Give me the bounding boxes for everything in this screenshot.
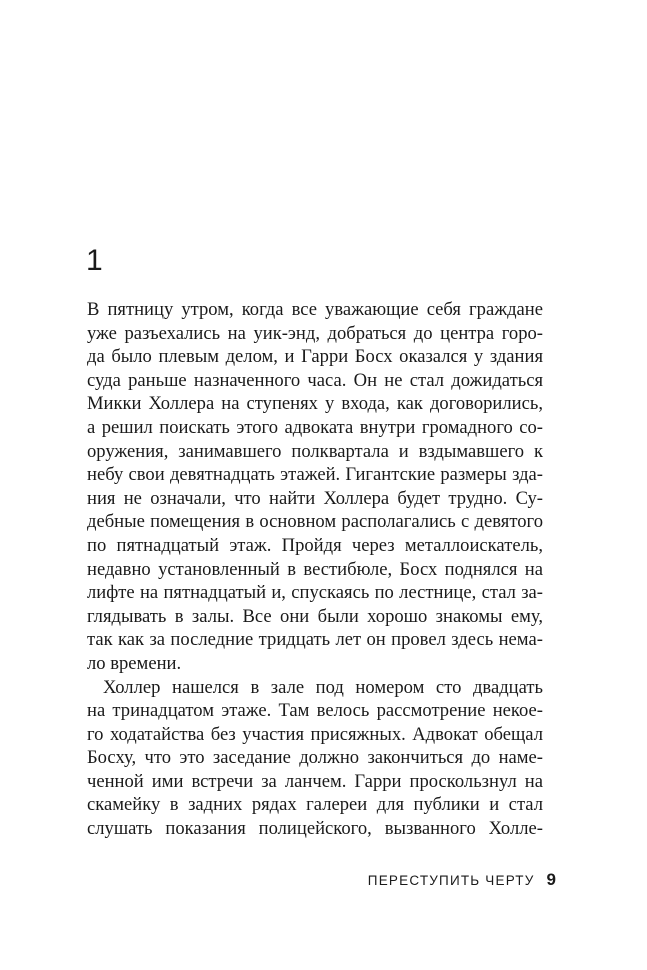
text-line: да было плевым делом, и Гарри Босх оказался у здания	[87, 346, 543, 368]
page-number: 9	[546, 870, 556, 889]
text-line: глядывать в залы. Все они были хорошо знакомы ему,	[87, 605, 543, 627]
text-line: скамейку в задних рядах галереи для публики и стал	[87, 794, 543, 816]
text-line: го ходатайства без участия присяжных. Адвокат обещал	[87, 723, 543, 745]
paragraph-1	[87, 298, 543, 676]
text-line: Холлер нашелся в зале под номером сто двадцать	[103, 676, 543, 698]
text-line: лифте на пятнадцатый и, спускаясь по лестнице, стал за-	[87, 582, 543, 604]
text-line: на тринадцатом этаже. Там велось рассмотрение некое-	[87, 700, 543, 722]
text-line: недавно установленный в вестибюле, Босх поднялся на	[87, 558, 543, 580]
paragraph-2	[87, 676, 543, 841]
running-title: ПЕРЕСТУПИТЬ ЧЕРТУ	[367, 873, 535, 888]
body-text	[87, 298, 543, 841]
chapter-number: 1	[86, 244, 103, 277]
text-line: слушать показания полицейского, вызванного Холле-	[87, 818, 543, 840]
text-line: дебные помещения в основном располагались с девятого	[87, 511, 543, 533]
text-line: Босху, что это заседание должно закончиться до наме-	[87, 747, 543, 769]
text-line: ченной ими встречи за ланчем. Гарри проскользнул на	[87, 770, 543, 792]
text-line: так как за последние тридцать лет он провел здесь немa-	[87, 629, 543, 651]
text-line: небу свои девятнадцать этажей. Гигантские размеры зда-	[87, 464, 543, 486]
text-line: Микки Холлера на ступенях у входа, как договорились,	[87, 393, 543, 415]
text-line: суда раньше назначенного часа. Он не стал дожидаться	[87, 369, 543, 391]
text-line: ло времени.	[87, 652, 182, 674]
page-footer	[368, 870, 556, 890]
text-line: по пятнадцатый этаж. Пройдя через металлоискатель,	[87, 534, 543, 556]
text-line: ния не означали, что найти Холлера будет трудно. Су-	[87, 487, 543, 509]
text-line: В пятницу утром, когда все уважающие себя граждане	[87, 299, 543, 320]
text-line: оружения, занимавшего полквартала и вздымавшего к	[87, 440, 543, 462]
text-line: уже разъехались на уик-энд, добраться до центра горо-	[87, 322, 543, 344]
text-line: а решил поискать этого адвоката внутри громадного со-	[87, 416, 543, 438]
